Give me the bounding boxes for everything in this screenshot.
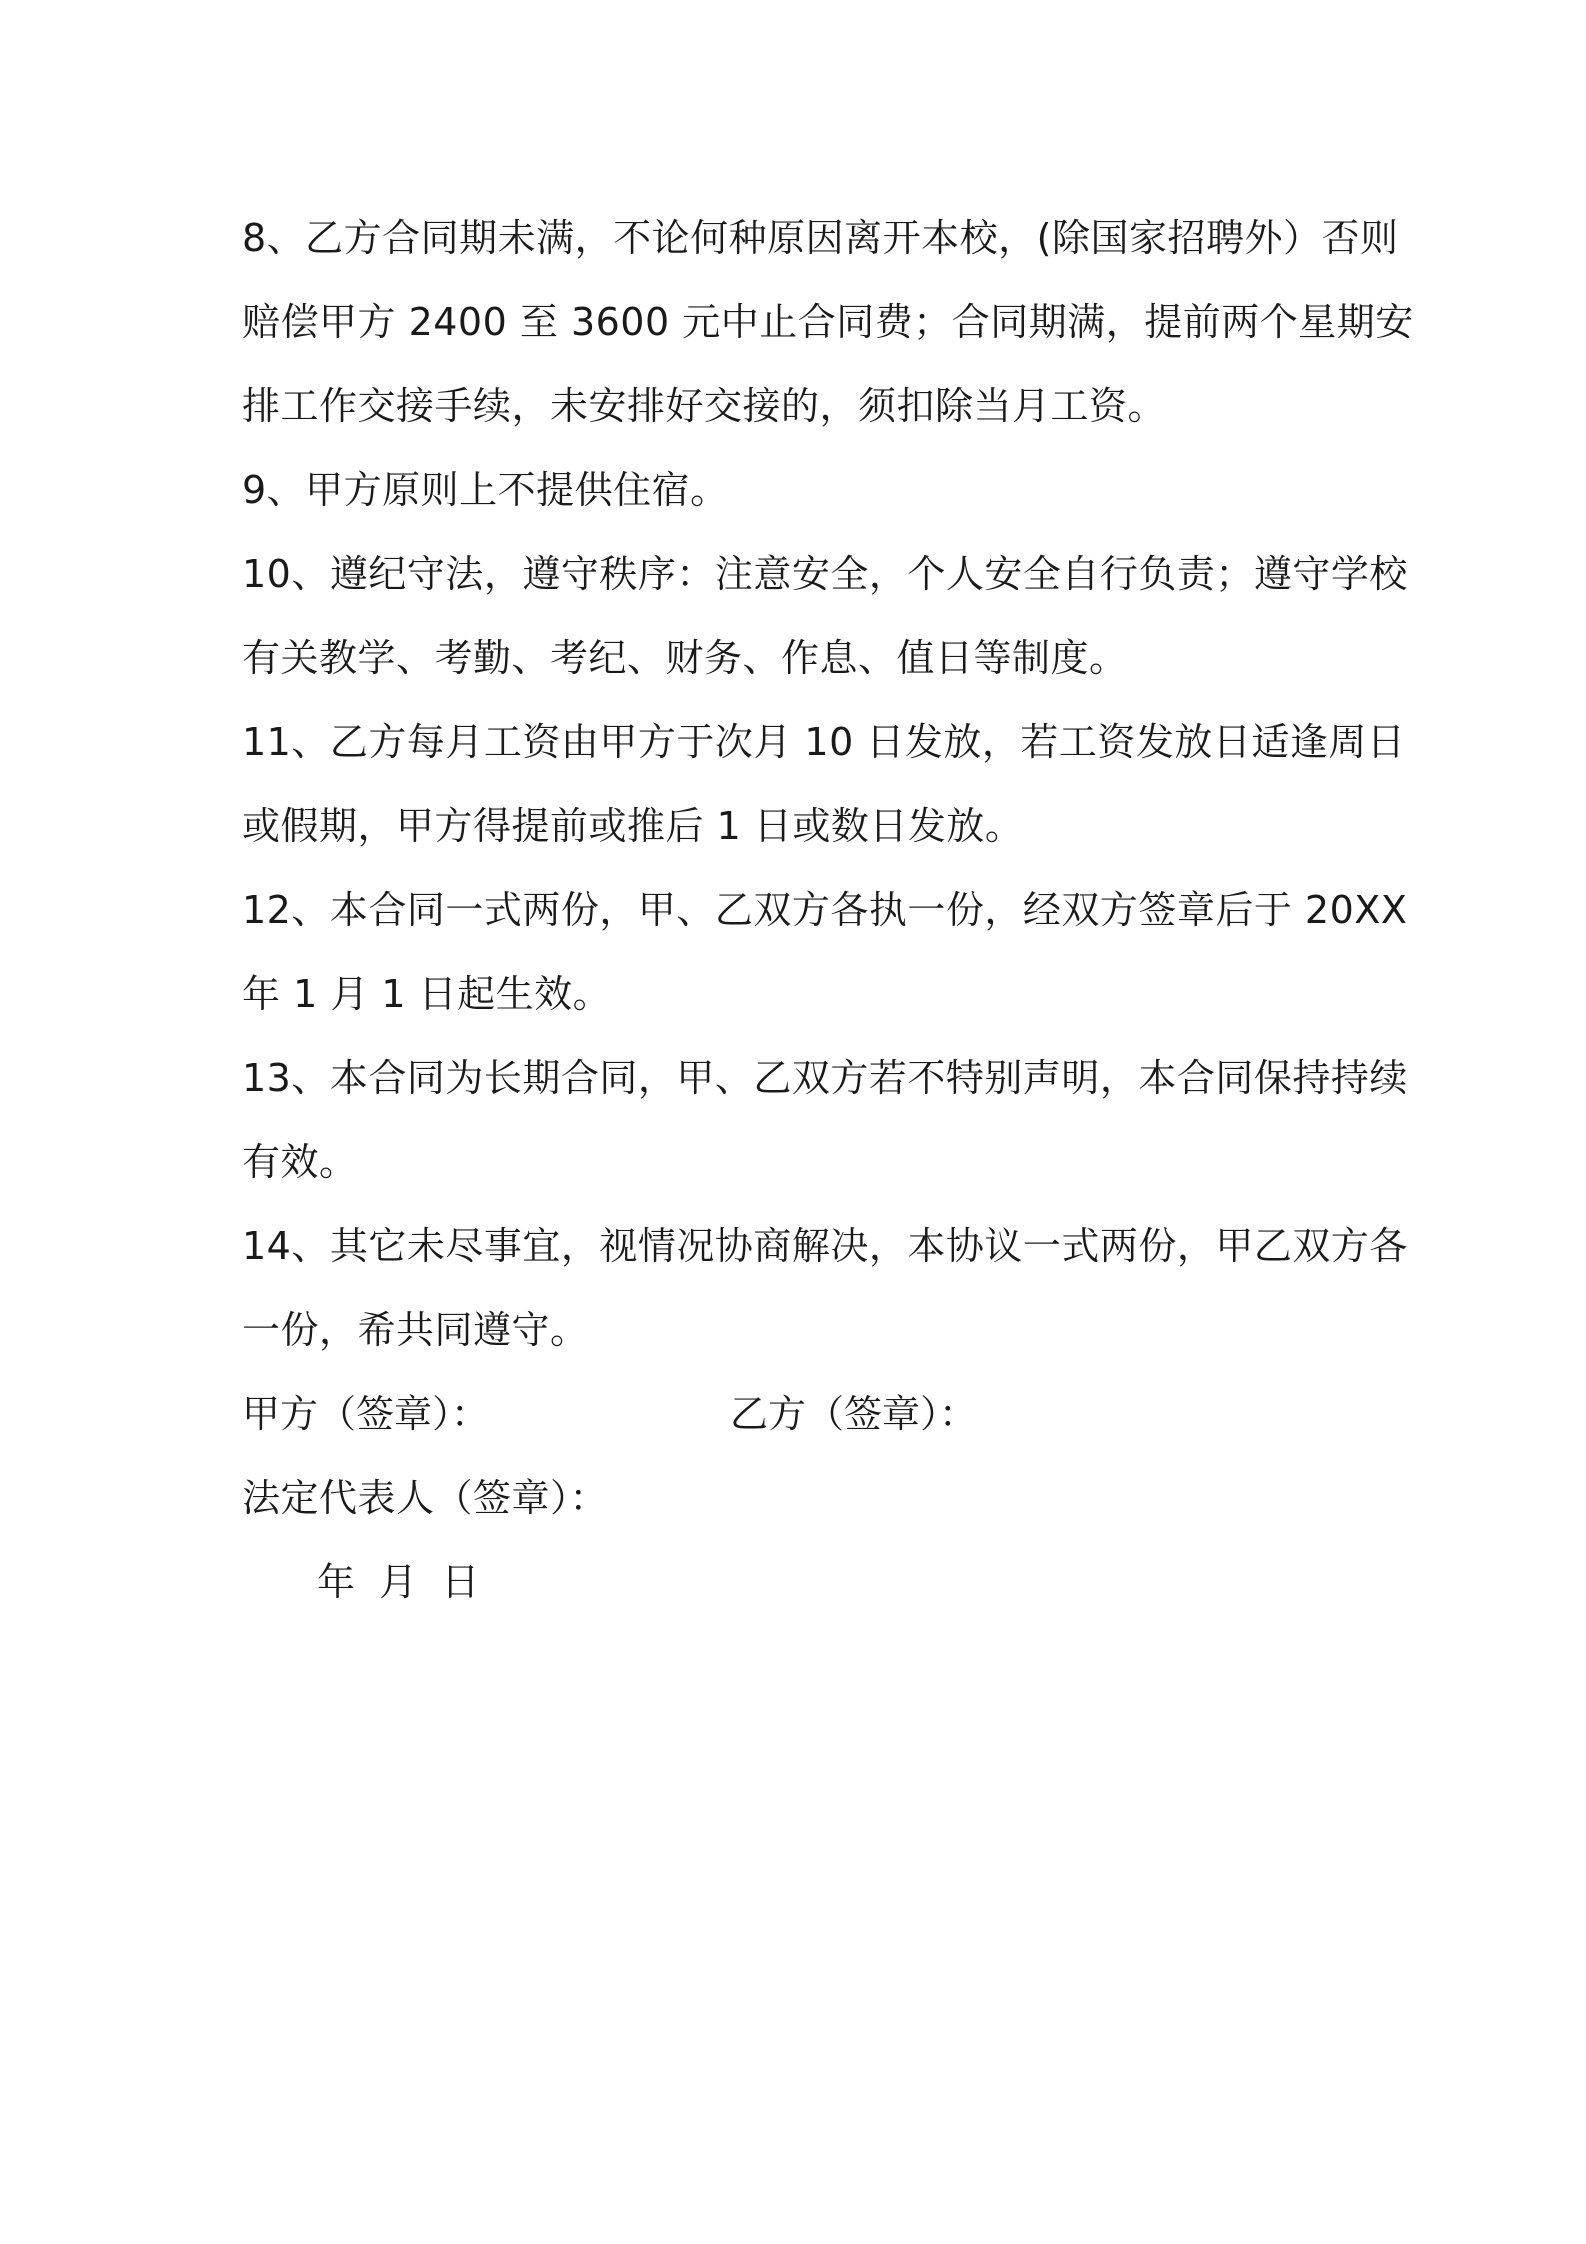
party-a-signature-label: 甲方（签章）： bbox=[242, 1392, 490, 1436]
party-b-signature-label: 乙方（签章）： bbox=[730, 1392, 978, 1436]
clause-11-line-2: 或假期，甲方得提前或推后 1 日或数日发放。 bbox=[242, 804, 1024, 848]
clause-10-line-1: 10、遵纪守法，遵守秩序：注意安全，个人安全自行负责；遵守学校 bbox=[242, 552, 1408, 596]
clause-8 bbox=[242, 196, 1414, 448]
clause-12 bbox=[242, 868, 1408, 1036]
clause-11 bbox=[242, 700, 1406, 868]
clause-10-line-2: 有关教学、考勤、考纪、财务、作息、值日等制度。 bbox=[242, 636, 1128, 680]
clause-8-line-2: 赔偿甲方 2400 至 3600 元中止合同费；合同期满，提前两个星期安 bbox=[242, 300, 1414, 344]
clause-13-line-1: 13、本合同为长期合同，甲、乙双方若不特别声明，本合同保持持续 bbox=[242, 1056, 1408, 1100]
clause-14-line-2: 一份，希共同遵守。 bbox=[242, 1308, 589, 1352]
contract-body bbox=[242, 196, 1414, 1624]
clause-11-line-1: 11、乙方每月工资由甲方于次月 10 日发放，若工资发放日适逢周日 bbox=[242, 720, 1406, 764]
clause-9 bbox=[242, 448, 1362, 532]
clause-12-line-2: 年 1 月 1 日起生效。 bbox=[242, 972, 612, 1016]
signature-date: 年 月 日 bbox=[317, 1560, 480, 1604]
clause-13-line-2: 有效。 bbox=[242, 1140, 358, 1184]
clause-14 bbox=[242, 1204, 1408, 1372]
clause-13 bbox=[242, 1036, 1408, 1204]
clause-14-line-1: 14、其它未尽事宜，视情况协商解决，本协议一式两份，甲乙双方各 bbox=[242, 1224, 1408, 1268]
clause-8-line-3: 排工作交接手续，未安排好交接的，须扣除当月工资。 bbox=[242, 384, 1167, 428]
clause-8-line-1: 8、乙方合同期未满，不论何种原因离开本校，(除国家招聘外）否则 bbox=[242, 216, 1399, 260]
legal-rep-signature-label: 法定代表人（签章）： bbox=[242, 1476, 609, 1520]
clause-12-line-1: 12、本合同一式两份，甲、乙双方各执一份，经双方签章后于 20XX bbox=[242, 888, 1408, 932]
clause-10 bbox=[242, 532, 1408, 700]
signature-row bbox=[242, 1372, 1362, 1456]
clause-9-line-1: 9、甲方原则上不提供住宿。 bbox=[242, 468, 729, 512]
